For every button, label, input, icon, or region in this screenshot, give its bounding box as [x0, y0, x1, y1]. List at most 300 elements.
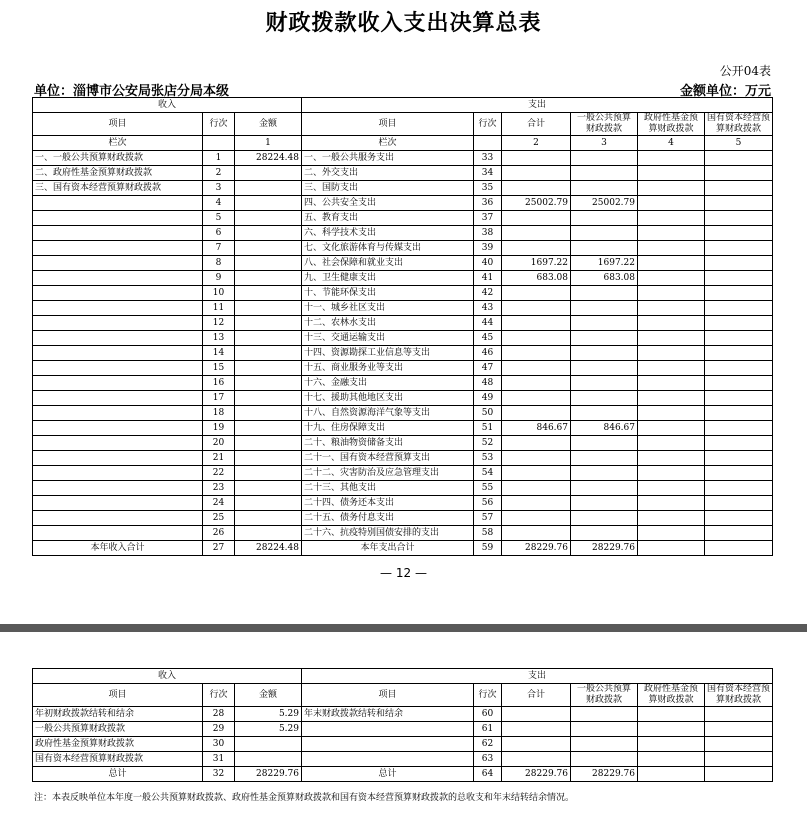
- fund-budget-cell: [638, 151, 705, 166]
- table-row: [33, 286, 773, 301]
- income-item-cell: [33, 376, 203, 391]
- table-row: [33, 737, 773, 752]
- expense-item-cell: [302, 722, 474, 737]
- income-amount-cell: [235, 271, 302, 286]
- income-row-no-cell: 2: [203, 166, 235, 181]
- table-row: [33, 451, 773, 466]
- fund-budget-cell: [638, 211, 705, 226]
- income-row-no-cell: 7: [203, 241, 235, 256]
- fund-budget-cell: [638, 181, 705, 196]
- general-budget-cell: 1697.22: [571, 256, 638, 271]
- income-item-cell: [33, 301, 203, 316]
- expense-item-cell: 十三、交通运输支出: [302, 331, 474, 346]
- income-row-no-cell: 29: [203, 722, 235, 737]
- table-row: [33, 196, 773, 211]
- expense-row-no-cell: 55: [474, 481, 502, 496]
- expense-item-header: 项目: [302, 684, 474, 707]
- expense-item-cell: 年末财政拨款结转和结余: [302, 707, 474, 722]
- table-row: [33, 316, 773, 331]
- income-amount-header: 金额: [235, 113, 302, 136]
- fund-budget-cell: [638, 737, 705, 752]
- expense-row-no-cell: 51: [474, 421, 502, 436]
- expense-item-cell: 十二、农林水支出: [302, 316, 474, 331]
- expense-item-cell: [302, 752, 474, 767]
- income-row-no-cell: 23: [203, 481, 235, 496]
- expense-row-no-cell: 42: [474, 286, 502, 301]
- general-budget-cell: 28229.76: [571, 541, 638, 556]
- expense-row-no-cell: 56: [474, 496, 502, 511]
- income-row-no-cell: 1: [203, 151, 235, 166]
- expense-row-no-cell: 47: [474, 361, 502, 376]
- expense-item-cell: 二十二、灾害防治及应急管理支出: [302, 466, 474, 481]
- total-cell: 25002.79: [502, 196, 571, 211]
- income-amount-cell: 28229.76: [235, 767, 302, 782]
- income-row-no-cell: 31: [203, 752, 235, 767]
- fund-budget-cell: [638, 752, 705, 767]
- general-budget-header: 一般公共预算财政拨款: [571, 113, 638, 136]
- table-row: [33, 376, 773, 391]
- expense-row-no-cell: 37: [474, 211, 502, 226]
- income-item-header: 项目: [33, 684, 203, 707]
- general-budget-cell: [571, 241, 638, 256]
- col-index-3: 3: [571, 136, 638, 151]
- state-capital-cell: [705, 196, 773, 211]
- general-budget-cell: [571, 286, 638, 301]
- amount-unit-label: 金额单位：万元: [679, 84, 771, 99]
- total-cell: 28229.76: [502, 767, 571, 782]
- fund-budget-cell: [638, 421, 705, 436]
- general-budget-cell: [571, 737, 638, 752]
- income-amount-cell: [235, 181, 302, 196]
- income-item-cell: 一、一般公共预算财政拨款: [33, 151, 203, 166]
- expense-row-no-cell: 61: [474, 722, 502, 737]
- state-capital-cell: [705, 361, 773, 376]
- table-row: [33, 241, 773, 256]
- state-capital-cell: [705, 707, 773, 722]
- income-amount-cell: [235, 166, 302, 181]
- table-row: [33, 301, 773, 316]
- income-amount-cell: 5.29: [235, 707, 302, 722]
- income-item-cell: [33, 391, 203, 406]
- expense-row-no-cell: 58: [474, 526, 502, 541]
- income-item-cell: [33, 496, 203, 511]
- table-row: [33, 466, 773, 481]
- income-item-cell: [33, 451, 203, 466]
- income-amount-cell: [235, 752, 302, 767]
- expense-item-cell: 六、科学技术支出: [302, 226, 474, 241]
- income-row-no-cell: 24: [203, 496, 235, 511]
- general-budget-cell: [571, 316, 638, 331]
- expense-item-cell: 三、国防支出: [302, 181, 474, 196]
- income-item-cell: [33, 316, 203, 331]
- income-amount-cell: [235, 496, 302, 511]
- income-item-cell: [33, 211, 203, 226]
- expense-row-no-cell: 60: [474, 707, 502, 722]
- balance-table: [32, 668, 773, 782]
- general-budget-cell: [571, 406, 638, 421]
- col-index-5: 5: [705, 136, 773, 151]
- income-item-cell: 国有资本经营预算财政拨款: [33, 752, 203, 767]
- income-row-no-cell: 10: [203, 286, 235, 301]
- income-row-no-cell: 17: [203, 391, 235, 406]
- general-budget-cell: [571, 707, 638, 722]
- income-amount-cell: [235, 421, 302, 436]
- state-capital-cell: [705, 166, 773, 181]
- general-budget-cell: [571, 226, 638, 241]
- total-cell: [502, 346, 571, 361]
- income-row-no-cell: 9: [203, 271, 235, 286]
- income-item-cell: [33, 466, 203, 481]
- fund-budget-cell: [638, 241, 705, 256]
- state-capital-cell: [705, 151, 773, 166]
- income-row-no-cell: 13: [203, 331, 235, 346]
- general-budget-cell: [571, 466, 638, 481]
- income-amount-cell: [235, 256, 302, 271]
- state-capital-cell: [705, 421, 773, 436]
- report-title: 财政拨款收入支出决算总表: [265, 10, 542, 36]
- income-item-cell: [33, 346, 203, 361]
- table-row: [33, 271, 773, 286]
- total-cell: [502, 361, 571, 376]
- table-row: [33, 181, 773, 196]
- state-capital-header: 国有资本经营预算财政拨款: [705, 113, 773, 136]
- general-budget-cell: [571, 181, 638, 196]
- fund-budget-cell: [638, 406, 705, 421]
- fund-budget-cell: [638, 226, 705, 241]
- page-number: — 12 —: [380, 566, 427, 580]
- fund-budget-cell: [638, 767, 705, 782]
- expense-header: 支出: [302, 669, 773, 684]
- table-row: [33, 331, 773, 346]
- total-cell: 683.08: [502, 271, 571, 286]
- state-capital-cell: [705, 226, 773, 241]
- grand-total-row: [33, 767, 773, 782]
- income-row-no-cell: 6: [203, 226, 235, 241]
- income-item-cell: [33, 511, 203, 526]
- total-cell: [502, 211, 571, 226]
- total-cell: [502, 406, 571, 421]
- income-row-no-cell: 19: [203, 421, 235, 436]
- total-cell: 1697.22: [502, 256, 571, 271]
- income-item-cell: [33, 256, 203, 271]
- fund-budget-cell: [638, 331, 705, 346]
- expense-row-no-cell: 41: [474, 271, 502, 286]
- state-capital-cell: [705, 541, 773, 556]
- fund-budget-cell: [638, 166, 705, 181]
- income-row-no-cell: 14: [203, 346, 235, 361]
- header-row: [33, 113, 773, 136]
- total-cell: [502, 481, 571, 496]
- total-cell: [502, 301, 571, 316]
- income-amount-cell: [235, 406, 302, 421]
- expense-item-cell: 二十一、国有资本经营预算支出: [302, 451, 474, 466]
- total-cell: [502, 737, 571, 752]
- fund-budget-cell: [638, 511, 705, 526]
- expense-item-cell: 十七、援助其他地区支出: [302, 391, 474, 406]
- total-cell: [502, 181, 571, 196]
- income-amount-cell: [235, 391, 302, 406]
- table-row: [33, 166, 773, 181]
- expense-item-cell: 八、社会保障和就业支出: [302, 256, 474, 271]
- col-index-2: 2: [502, 136, 571, 151]
- income-amount-cell: [235, 481, 302, 496]
- table-row: [33, 361, 773, 376]
- general-budget-cell: [571, 722, 638, 737]
- header-row: [33, 684, 773, 707]
- income-row-no-cell: 11: [203, 301, 235, 316]
- state-capital-cell: [705, 406, 773, 421]
- total-cell: [502, 316, 571, 331]
- fund-budget-cell: [638, 707, 705, 722]
- expense-item-cell: 本年支出合计: [302, 541, 474, 556]
- income-row-no-cell: 18: [203, 406, 235, 421]
- general-budget-cell: [571, 211, 638, 226]
- fund-budget-cell: [638, 346, 705, 361]
- unit-label: 单位：淄博市公安局张店分局本级: [34, 84, 230, 99]
- general-budget-cell: [571, 481, 638, 496]
- income-item-cell: [33, 421, 203, 436]
- expense-item-cell: 二十、粮油物资储备支出: [302, 436, 474, 451]
- total-cell: [502, 466, 571, 481]
- fund-budget-cell: [638, 316, 705, 331]
- expense-item-cell: 十五、商业服务业等支出: [302, 361, 474, 376]
- expense-row-no-cell: 44: [474, 316, 502, 331]
- expense-item-cell: 十四、资源勘探工业信息等支出: [302, 346, 474, 361]
- col-label-income: 栏次: [33, 136, 203, 151]
- income-row-no-header: 行次: [203, 684, 235, 707]
- general-budget-cell: 846.67: [571, 421, 638, 436]
- total-header: 合计: [502, 113, 571, 136]
- income-item-cell: 三、国有资本经营预算财政拨款: [33, 181, 203, 196]
- income-amount-cell: [235, 466, 302, 481]
- fund-budget-cell: [638, 376, 705, 391]
- col-index-blank: [203, 136, 235, 151]
- fund-budget-cell: [638, 286, 705, 301]
- expense-row-no-cell: 39: [474, 241, 502, 256]
- expense-item-cell: 二十五、债务付息支出: [302, 511, 474, 526]
- state-capital-cell: [705, 271, 773, 286]
- fund-budget-cell: [638, 361, 705, 376]
- state-capital-cell: [705, 346, 773, 361]
- income-amount-cell: [235, 316, 302, 331]
- general-budget-cell: [571, 361, 638, 376]
- income-row-no-header: 行次: [203, 113, 235, 136]
- income-amount-cell: [235, 196, 302, 211]
- state-capital-cell: [705, 301, 773, 316]
- income-amount-cell: [235, 226, 302, 241]
- total-cell: [502, 707, 571, 722]
- expense-item-cell: 九、卫生健康支出: [302, 271, 474, 286]
- income-row-no-cell: 15: [203, 361, 235, 376]
- fund-budget-header: 政府性基金预算财政拨款: [638, 113, 705, 136]
- income-row-no-cell: 12: [203, 316, 235, 331]
- income-item-cell: [33, 226, 203, 241]
- expense-row-no-cell: 43: [474, 301, 502, 316]
- table-row: [33, 511, 773, 526]
- total-cell: [502, 331, 571, 346]
- expense-row-no-cell: 52: [474, 436, 502, 451]
- fund-budget-cell: [638, 481, 705, 496]
- expense-item-cell: 十、节能环保支出: [302, 286, 474, 301]
- table-row: [33, 211, 773, 226]
- header-group-row: [33, 98, 773, 113]
- general-budget-cell: 683.08: [571, 271, 638, 286]
- total-cell: [502, 151, 571, 166]
- total-cell: [502, 526, 571, 541]
- income-row-no-cell: 8: [203, 256, 235, 271]
- state-capital-cell: [705, 737, 773, 752]
- page-divider: [0, 624, 807, 632]
- expense-row-no-cell: 36: [474, 196, 502, 211]
- income-amount-cell: [235, 241, 302, 256]
- total-cell: [502, 511, 571, 526]
- table-row: [33, 526, 773, 541]
- table-row: [33, 436, 773, 451]
- expense-row-no-cell: 48: [474, 376, 502, 391]
- state-capital-cell: [705, 466, 773, 481]
- general-budget-cell: [571, 166, 638, 181]
- income-row-no-cell: 32: [203, 767, 235, 782]
- state-capital-header: 国有资本经营预算财政拨款: [705, 684, 773, 707]
- income-item-cell: [33, 196, 203, 211]
- income-amount-cell: [235, 346, 302, 361]
- state-capital-cell: [705, 391, 773, 406]
- income-item-cell: 一般公共预算财政拨款: [33, 722, 203, 737]
- column-index-row: [33, 136, 773, 151]
- fund-budget-cell: [638, 541, 705, 556]
- income-row-no-cell: 25: [203, 511, 235, 526]
- income-amount-cell: [235, 526, 302, 541]
- total-cell: [502, 376, 571, 391]
- income-row-no-cell: 5: [203, 211, 235, 226]
- income-amount-cell: [235, 286, 302, 301]
- total-cell: [502, 436, 571, 451]
- income-amount-header: 金额: [235, 684, 302, 707]
- fund-budget-header: 政府性基金预算财政拨款: [638, 684, 705, 707]
- expense-row-no-cell: 63: [474, 752, 502, 767]
- state-capital-cell: [705, 511, 773, 526]
- state-capital-cell: [705, 436, 773, 451]
- income-item-cell: [33, 271, 203, 286]
- state-capital-cell: [705, 256, 773, 271]
- income-item-cell: [33, 331, 203, 346]
- table-row: [33, 346, 773, 361]
- income-row-no-cell: 22: [203, 466, 235, 481]
- income-row-no-cell: 30: [203, 737, 235, 752]
- state-capital-cell: [705, 211, 773, 226]
- income-amount-cell: [235, 376, 302, 391]
- income-item-cell: [33, 241, 203, 256]
- general-budget-cell: 28229.76: [571, 767, 638, 782]
- income-amount-cell: 28224.48: [235, 151, 302, 166]
- state-capital-cell: [705, 496, 773, 511]
- income-item-cell: 本年收入合计: [33, 541, 203, 556]
- income-item-cell: [33, 481, 203, 496]
- income-row-no-cell: 4: [203, 196, 235, 211]
- general-budget-cell: [571, 376, 638, 391]
- state-capital-cell: [705, 286, 773, 301]
- income-header: 收入: [33, 98, 302, 113]
- expense-row-no-header: 行次: [474, 684, 502, 707]
- general-budget-cell: [571, 301, 638, 316]
- expense-row-no-cell: 59: [474, 541, 502, 556]
- expense-item-cell: 二十四、债务还本支出: [302, 496, 474, 511]
- expense-row-no-cell: 45: [474, 331, 502, 346]
- fund-budget-cell: [638, 451, 705, 466]
- income-row-no-cell: 3: [203, 181, 235, 196]
- expense-row-no-cell: 50: [474, 406, 502, 421]
- expense-item-cell: 七、文化旅游体育与传媒支出: [302, 241, 474, 256]
- state-capital-cell: [705, 767, 773, 782]
- table-row: [33, 707, 773, 722]
- expense-item-cell: 一、一般公共服务支出: [302, 151, 474, 166]
- state-capital-cell: [705, 752, 773, 767]
- expense-item-cell: 二十三、其他支出: [302, 481, 474, 496]
- income-row-no-cell: 20: [203, 436, 235, 451]
- fund-budget-cell: [638, 391, 705, 406]
- fund-budget-cell: [638, 722, 705, 737]
- expense-row-no-cell: 46: [474, 346, 502, 361]
- expense-row-no-cell: 57: [474, 511, 502, 526]
- income-row-no-cell: 21: [203, 451, 235, 466]
- income-item-cell: 年初财政拨款结转和结余: [33, 707, 203, 722]
- income-row-no-cell: 16: [203, 376, 235, 391]
- income-amount-cell: [235, 436, 302, 451]
- income-row-no-cell: 28: [203, 707, 235, 722]
- income-item-cell: 政府性基金预算财政拨款: [33, 737, 203, 752]
- footnote: 注：本表反映单位本年度一般公共预算财政拨款、政府性基金预算财政拨款和国有资本经营预算财政拨款的总收支和年末结转结余情况。: [34, 793, 575, 803]
- income-row-no-cell: 27: [203, 541, 235, 556]
- expense-item-cell: 五、教育支出: [302, 211, 474, 226]
- income-item-cell: [33, 436, 203, 451]
- totals-row: [33, 541, 773, 556]
- state-capital-cell: [705, 376, 773, 391]
- fund-budget-cell: [638, 526, 705, 541]
- fund-budget-cell: [638, 496, 705, 511]
- table-row: [33, 256, 773, 271]
- expense-item-cell: 总计: [302, 767, 474, 782]
- income-amount-cell: [235, 301, 302, 316]
- expense-row-no-cell: 33: [474, 151, 502, 166]
- income-amount-cell: [235, 451, 302, 466]
- general-budget-header: 一般公共预算财政拨款: [571, 684, 638, 707]
- general-budget-cell: [571, 346, 638, 361]
- state-capital-cell: [705, 331, 773, 346]
- income-amount-cell: [235, 211, 302, 226]
- table-row: [33, 481, 773, 496]
- fund-budget-cell: [638, 301, 705, 316]
- expense-item-cell: 十六、金融支出: [302, 376, 474, 391]
- expense-row-no-cell: 62: [474, 737, 502, 752]
- table-row: [33, 406, 773, 421]
- state-capital-cell: [705, 451, 773, 466]
- header-group-row: [33, 669, 773, 684]
- income-amount-cell: [235, 361, 302, 376]
- general-budget-cell: [571, 526, 638, 541]
- total-cell: 28229.76: [502, 541, 571, 556]
- fund-budget-cell: [638, 466, 705, 481]
- income-item-header: 项目: [33, 113, 203, 136]
- fund-budget-cell: [638, 271, 705, 286]
- general-budget-cell: [571, 451, 638, 466]
- state-capital-cell: [705, 526, 773, 541]
- expense-item-cell: [302, 737, 474, 752]
- expense-header: 支出: [302, 98, 773, 113]
- col-index-1: 1: [235, 136, 302, 151]
- general-budget-cell: [571, 752, 638, 767]
- total-cell: [502, 391, 571, 406]
- table-row: [33, 421, 773, 436]
